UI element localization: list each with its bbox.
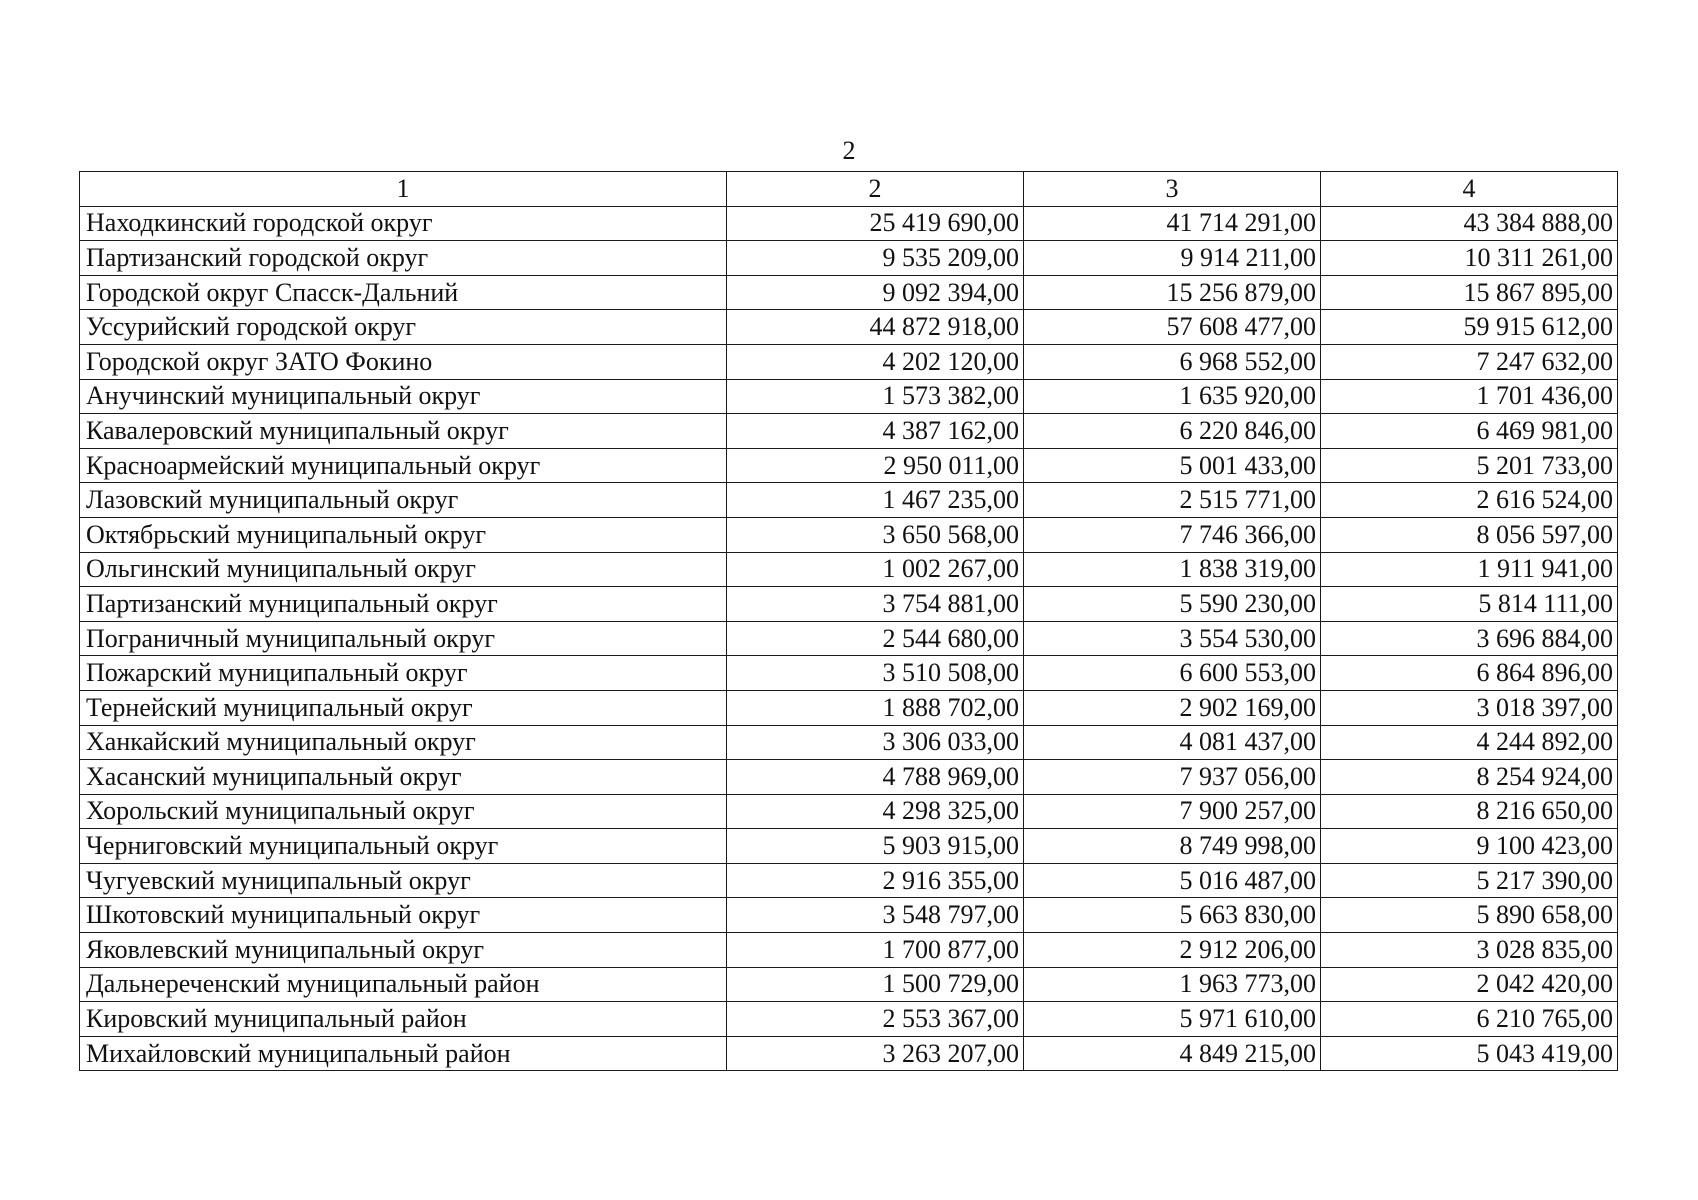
value-cell-col4: 5 217 390,00 <box>1321 863 1618 898</box>
table-row <box>80 1002 1618 1037</box>
value-cell-col3: 6 220 846,00 <box>1024 414 1321 449</box>
value-cell-col4: 2 616 524,00 <box>1321 483 1618 518</box>
table-row <box>80 448 1618 483</box>
district-name-cell: Октябрьский муниципальный округ <box>80 517 727 552</box>
value-cell-col4: 8 216 650,00 <box>1321 794 1618 829</box>
district-name-cell: Яковлевский муниципальный округ <box>80 933 727 968</box>
value-cell-col4: 10 311 261,00 <box>1321 241 1618 276</box>
header-cell-3: 3 <box>1024 172 1321 207</box>
district-name-cell: Находкинский городской округ <box>80 206 727 241</box>
value-cell-col2: 44 872 918,00 <box>727 310 1024 345</box>
table-row <box>80 725 1618 760</box>
value-cell-col3: 7 937 056,00 <box>1024 760 1321 795</box>
value-cell-col2: 3 306 033,00 <box>727 725 1024 760</box>
value-cell-col2: 3 510 508,00 <box>727 656 1024 691</box>
value-cell-col2: 2 553 367,00 <box>727 1002 1024 1037</box>
value-cell-col2: 5 903 915,00 <box>727 829 1024 864</box>
table-header-row <box>80 172 1618 207</box>
value-cell-col3: 2 912 206,00 <box>1024 933 1321 968</box>
table-row <box>80 794 1618 829</box>
value-cell-col3: 5 016 487,00 <box>1024 863 1321 898</box>
value-cell-col2: 3 548 797,00 <box>727 898 1024 933</box>
district-name-cell: Городской округ ЗАТО Фокино <box>80 344 727 379</box>
value-cell-col3: 1 838 319,00 <box>1024 552 1321 587</box>
value-cell-col2: 4 387 162,00 <box>727 414 1024 449</box>
table-row <box>80 344 1618 379</box>
value-cell-col4: 4 244 892,00 <box>1321 725 1618 760</box>
table-body <box>80 172 1618 1071</box>
page-number: 2 <box>842 136 856 165</box>
table-row <box>80 552 1618 587</box>
value-cell-col4: 1 911 941,00 <box>1321 552 1618 587</box>
value-cell-col3: 41 714 291,00 <box>1024 206 1321 241</box>
value-cell-col3: 2 515 771,00 <box>1024 483 1321 518</box>
value-cell-col3: 5 590 230,00 <box>1024 587 1321 622</box>
value-cell-col4: 1 701 436,00 <box>1321 379 1618 414</box>
value-cell-col4: 59 915 612,00 <box>1321 310 1618 345</box>
table-row <box>80 967 1618 1002</box>
value-cell-col2: 4 298 325,00 <box>727 794 1024 829</box>
table-row <box>80 690 1618 725</box>
value-cell-col2: 1 002 267,00 <box>727 552 1024 587</box>
value-cell-col3: 8 749 998,00 <box>1024 829 1321 864</box>
table-row <box>80 310 1618 345</box>
district-name-cell: Партизанский городской округ <box>80 241 727 276</box>
value-cell-col3: 5 971 610,00 <box>1024 1002 1321 1037</box>
value-cell-col4: 15 867 895,00 <box>1321 275 1618 310</box>
value-cell-col3: 7 900 257,00 <box>1024 794 1321 829</box>
district-name-cell: Хасанский муниципальный округ <box>80 760 727 795</box>
header-cell-2: 2 <box>727 172 1024 207</box>
table-row <box>80 483 1618 518</box>
district-name-cell: Кавалеровский муниципальный округ <box>80 414 727 449</box>
value-cell-col4: 6 864 896,00 <box>1321 656 1618 691</box>
header-cell-4: 4 <box>1321 172 1618 207</box>
value-cell-col4: 6 210 765,00 <box>1321 1002 1618 1037</box>
district-name-cell: Красноармейский муниципальный округ <box>80 448 727 483</box>
value-cell-col4: 3 696 884,00 <box>1321 621 1618 656</box>
table-row <box>80 517 1618 552</box>
value-cell-col4: 8 254 924,00 <box>1321 760 1618 795</box>
value-cell-col3: 7 746 366,00 <box>1024 517 1321 552</box>
value-cell-col4: 8 056 597,00 <box>1321 517 1618 552</box>
district-name-cell: Дальнереченский муниципальный район <box>80 967 727 1002</box>
district-name-cell: Шкотовский муниципальный округ <box>80 898 727 933</box>
value-cell-col4: 7 247 632,00 <box>1321 344 1618 379</box>
value-cell-col4: 5 201 733,00 <box>1321 448 1618 483</box>
value-cell-col4: 5 814 111,00 <box>1321 587 1618 622</box>
value-cell-col3: 4 081 437,00 <box>1024 725 1321 760</box>
value-cell-col2: 4 202 120,00 <box>727 344 1024 379</box>
value-cell-col3: 5 001 433,00 <box>1024 448 1321 483</box>
table-row <box>80 898 1618 933</box>
value-cell-col2: 2 950 011,00 <box>727 448 1024 483</box>
value-cell-col3: 5 663 830,00 <box>1024 898 1321 933</box>
table-row <box>80 760 1618 795</box>
district-name-cell: Ольгинский муниципальный округ <box>80 552 727 587</box>
value-cell-col2: 4 788 969,00 <box>727 760 1024 795</box>
district-name-cell: Пожарский муниципальный округ <box>80 656 727 691</box>
value-cell-col2: 3 754 881,00 <box>727 587 1024 622</box>
value-cell-col2: 3 650 568,00 <box>727 517 1024 552</box>
table-row <box>80 656 1618 691</box>
district-name-cell: Пограничный муниципальный округ <box>80 621 727 656</box>
district-name-cell: Уссурийский городской округ <box>80 310 727 345</box>
district-name-cell: Кировский муниципальный район <box>80 1002 727 1037</box>
value-cell-col3: 4 849 215,00 <box>1024 1036 1321 1071</box>
value-cell-col3: 1 635 920,00 <box>1024 379 1321 414</box>
value-cell-col3: 9 914 211,00 <box>1024 241 1321 276</box>
header-cell-1: 1 <box>80 172 727 207</box>
value-cell-col4: 5 043 419,00 <box>1321 1036 1618 1071</box>
value-cell-col4: 3 028 835,00 <box>1321 933 1618 968</box>
table-row <box>80 206 1618 241</box>
district-name-cell: Ханкайский муниципальный округ <box>80 725 727 760</box>
value-cell-col2: 1 888 702,00 <box>727 690 1024 725</box>
value-cell-col2: 3 263 207,00 <box>727 1036 1024 1071</box>
value-cell-col2: 2 916 355,00 <box>727 863 1024 898</box>
value-cell-col2: 2 544 680,00 <box>727 621 1024 656</box>
value-cell-col4: 3 018 397,00 <box>1321 690 1618 725</box>
value-cell-col2: 1 700 877,00 <box>727 933 1024 968</box>
district-name-cell: Лазовский муниципальный округ <box>80 483 727 518</box>
table-row <box>80 275 1618 310</box>
value-cell-col4: 5 890 658,00 <box>1321 898 1618 933</box>
value-cell-col2: 1 573 382,00 <box>727 379 1024 414</box>
district-name-cell: Хорольский муниципальный округ <box>80 794 727 829</box>
data-table <box>79 171 1618 1071</box>
table-row <box>80 241 1618 276</box>
value-cell-col2: 9 092 394,00 <box>727 275 1024 310</box>
table-row <box>80 414 1618 449</box>
value-cell-col2: 1 467 235,00 <box>727 483 1024 518</box>
district-name-cell: Чугуевский муниципальный округ <box>80 863 727 898</box>
district-name-cell: Тернейский муниципальный округ <box>80 690 727 725</box>
value-cell-col2: 1 500 729,00 <box>727 967 1024 1002</box>
value-cell-col3: 2 902 169,00 <box>1024 690 1321 725</box>
value-cell-col4: 43 384 888,00 <box>1321 206 1618 241</box>
value-cell-col3: 3 554 530,00 <box>1024 621 1321 656</box>
value-cell-col2: 25 419 690,00 <box>727 206 1024 241</box>
table-row <box>80 829 1618 864</box>
value-cell-col3: 15 256 879,00 <box>1024 275 1321 310</box>
value-cell-col3: 6 968 552,00 <box>1024 344 1321 379</box>
district-name-cell: Партизанский муниципальный округ <box>80 587 727 622</box>
value-cell-col4: 6 469 981,00 <box>1321 414 1618 449</box>
value-cell-col3: 6 600 553,00 <box>1024 656 1321 691</box>
table-row <box>80 1036 1618 1071</box>
district-name-cell: Черниговский муниципальный округ <box>80 829 727 864</box>
value-cell-col2: 9 535 209,00 <box>727 241 1024 276</box>
value-cell-col3: 57 608 477,00 <box>1024 310 1321 345</box>
district-name-cell: Анучинский муниципальный округ <box>80 379 727 414</box>
district-name-cell: Городской округ Спасск-Дальний <box>80 275 727 310</box>
value-cell-col4: 9 100 423,00 <box>1321 829 1618 864</box>
table-row <box>80 863 1618 898</box>
table-row <box>80 621 1618 656</box>
table-row <box>80 379 1618 414</box>
value-cell-col4: 2 042 420,00 <box>1321 967 1618 1002</box>
district-name-cell: Михайловский муниципальный район <box>80 1036 727 1071</box>
value-cell-col3: 1 963 773,00 <box>1024 967 1321 1002</box>
table-row <box>80 933 1618 968</box>
table-row <box>80 587 1618 622</box>
